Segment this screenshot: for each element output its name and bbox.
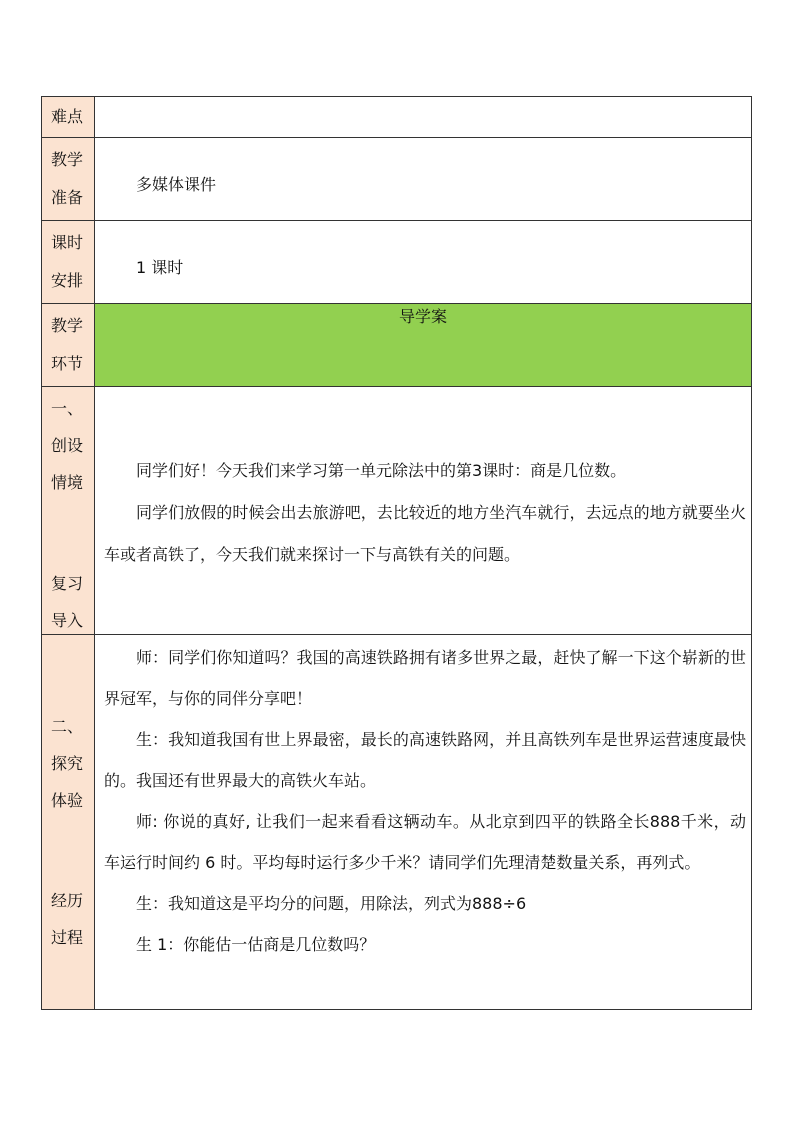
row-preparation xyxy=(42,138,752,221)
paragraph: 同学们好！今天我们来学习第一单元除法中的第3课时：商是几位数。 xyxy=(136,461,627,480)
label-text: 复习 xyxy=(51,574,84,593)
row-stage xyxy=(42,304,752,387)
paragraph: 生：我知道我国有世上界最密，最长的高速铁路网，并且高铁列车是世界运营速度最快的。我国还有世界最大的高铁火车站。 xyxy=(104,730,746,790)
schedule-text: 1 课时 xyxy=(136,258,184,277)
paragraph: 师: 你说的真好, 让我们一起来看看这辆动车。从北京到四平的铁路全长888千米，动车运行时间约 6 时。平均每时运行多少千米？请同学们先理清楚数量关系，再列式。 xyxy=(104,812,746,872)
label-text: 课时 xyxy=(51,233,84,252)
label-difficulty xyxy=(42,97,95,138)
label-text: 二、 xyxy=(51,717,84,736)
label-text: 创设 xyxy=(51,436,84,455)
label-text: 安排 xyxy=(51,271,84,290)
label-text: 准备 xyxy=(51,188,84,207)
label-text: 过程 xyxy=(51,928,84,947)
label-stage xyxy=(42,304,95,387)
label-text: 难点 xyxy=(51,107,84,126)
preparation-content xyxy=(95,138,752,221)
row-schedule xyxy=(42,221,752,304)
label-intro xyxy=(42,387,95,635)
row-difficulty xyxy=(42,97,752,138)
label-text: 环节 xyxy=(51,354,84,373)
label-preparation xyxy=(42,138,95,221)
explore-content xyxy=(95,635,752,1010)
lesson-plan-table xyxy=(41,96,752,1010)
label-text: 导入 xyxy=(51,611,84,630)
label-text: 教学 xyxy=(51,150,84,169)
preparation-text: 多媒体课件 xyxy=(136,175,217,194)
row-explore xyxy=(42,635,752,1010)
label-text: 一、 xyxy=(51,399,84,418)
paragraph: 师：同学们你知道吗？我国的高速铁路拥有诸多世界之最，赶快了解一下这个崭新的世界冠军，与你的同伴分享吧！ xyxy=(104,648,746,708)
label-text: 体验 xyxy=(51,791,84,810)
stage-header: 导学案 xyxy=(95,304,752,387)
label-schedule xyxy=(42,221,95,304)
label-text: 探究 xyxy=(51,754,84,773)
intro-content xyxy=(95,387,752,635)
paragraph: 同学们放假的时候会出去旅游吧，去比较近的地方坐汽车就行，去远点的地方就要坐火车或者高铁了，今天我们就来探讨一下与高铁有关的问题。 xyxy=(104,503,746,564)
row-intro xyxy=(42,387,752,635)
schedule-content xyxy=(95,221,752,304)
label-text: 经历 xyxy=(51,891,84,910)
difficulty-content xyxy=(95,97,752,138)
label-text: 情境 xyxy=(51,473,84,492)
paragraph: 生 1：你能估一估商是几位数吗？ xyxy=(136,935,376,954)
label-explore xyxy=(42,635,95,1010)
label-text: 教学 xyxy=(51,316,84,335)
paragraph: 生：我知道这是平均分的问题，用除法，列式为888÷6 xyxy=(136,894,527,913)
